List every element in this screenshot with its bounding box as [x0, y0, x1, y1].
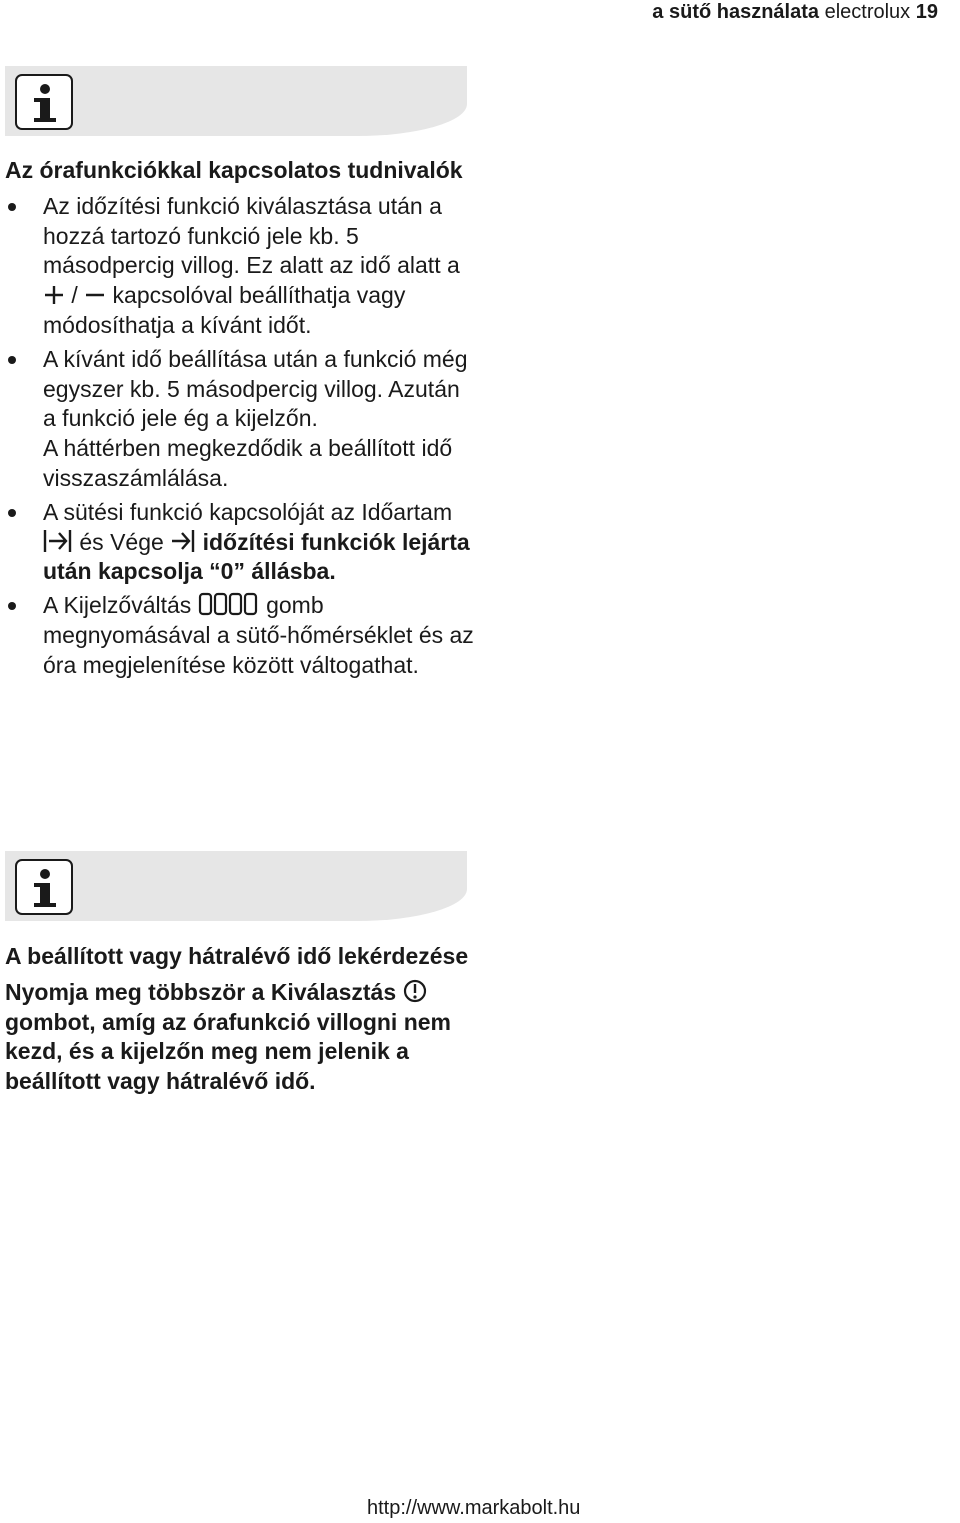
end-icon	[170, 529, 196, 553]
section-clock-functions	[5, 156, 475, 685]
list-item	[5, 591, 475, 680]
text: A kívánt idő beállítása után a funkció még egyszer kb. 5 másodpercig villog. Azután a funkció jele ég a kijelzőn.	[43, 345, 468, 432]
display-toggle-icon	[198, 592, 260, 616]
text: Az időzítési funkció kiválasztása után a hozzá tartozó funkció jele kb. 5 másodpercig villog. Ez alatt az idő alatt a	[43, 192, 460, 279]
select-clock-icon	[403, 979, 427, 1003]
text: kapcsolóval beállíthatja vagy módosíthatja a kívánt időt.	[43, 282, 406, 338]
header-brand: electrolux	[824, 1, 911, 23]
page-header	[652, 1, 938, 24]
info-bar	[5, 66, 467, 136]
bullet-list	[5, 192, 475, 681]
header-section: a sütő használata	[652, 1, 820, 23]
section-query-time	[5, 942, 475, 1097]
duration-icon	[43, 529, 73, 553]
list-item	[5, 498, 475, 587]
info-icon	[15, 74, 73, 130]
section-title: A beállított vagy hátralévő idő lekérdezése	[5, 943, 469, 969]
paragraph	[5, 978, 475, 1097]
text: időzítési funkciók lejárta után kapcsolja “0” állásba.	[43, 528, 470, 585]
text: A Kijelzőváltás	[43, 592, 198, 619]
footer-url: http://www.markabolt.hu	[367, 1497, 581, 1519]
text: A háttérben megkezdődik a beállított idő visszaszámlálása.	[43, 435, 453, 491]
info-icon	[15, 859, 73, 915]
list-item	[5, 345, 475, 494]
plus-icon	[43, 284, 65, 306]
text: Nyomja meg többször a Kiválasztás	[5, 978, 403, 1005]
text: és Vége	[73, 528, 171, 555]
info-bar	[5, 851, 467, 921]
text: /	[65, 282, 85, 309]
text: gombot, amíg az órafunkció villogni nem kezd, és a kijelzőn meg nem jelenik a beállított vagy hátralévő idő.	[5, 1008, 451, 1095]
text: gomb megnyomásával a sütő-hőmérséklet és az óra megjelenítése között váltogathat.	[43, 592, 474, 678]
text: A sütési funkció kapcsolóját az Időartam	[43, 498, 453, 525]
section-title: Az órafunkciókkal kapcsolatos tudnivalók	[5, 157, 463, 183]
list-item	[5, 192, 475, 341]
minus-icon	[84, 284, 106, 306]
header-page-number: 19	[915, 1, 938, 23]
